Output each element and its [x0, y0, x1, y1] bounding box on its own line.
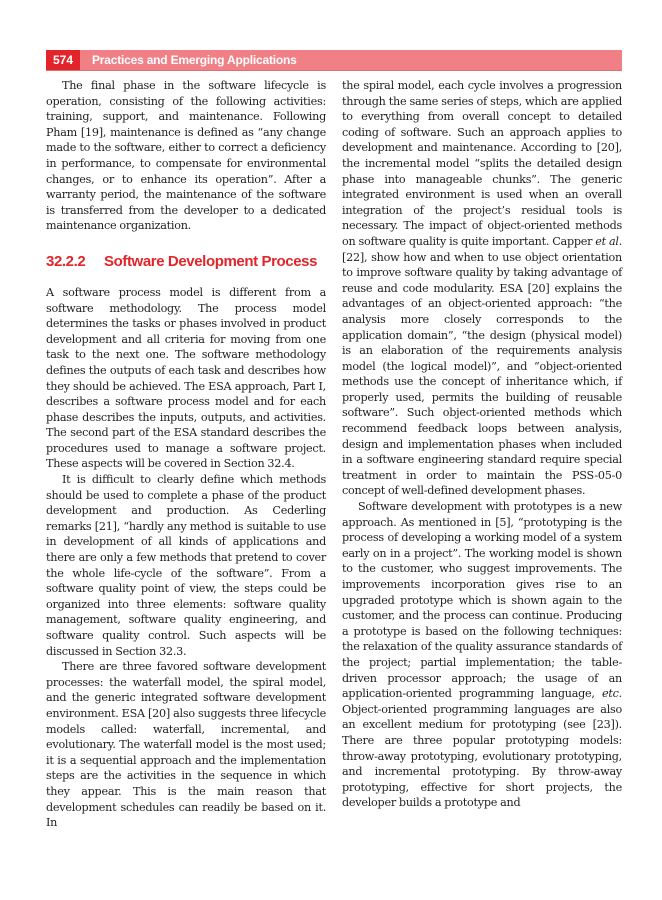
text-run: Object-oriented programming languages are also an excellent medium for prototyping (see [23]). There are three popular prototyping models: throw-away prototyping, evolutionary prototyping, and incremental prototyping. By throw-away prototyping, effective for short projects, the developer builds a prototype and — [342, 702, 622, 810]
text-run: the spiral model, each cycle involves a progression through the same series of steps, which are applied to everything from overall concept to detailed coding of software. Such an approach applies to development and maintenance. According to [20], the incremental model “splits the detailed design phase into manageable chunks”. The generic integrated environment is used when an overall integration of the project’s residual tools is necessary. The impact of object-oriented methods on software quality is quite important. Capper — [342, 79, 622, 248]
section-number: 32.2.2 — [46, 252, 86, 270]
paragraph-process-model: A software process model is different from a software methodology. The process model determines the tasks or phases involved in product development and all criteria for moving from one task to the next one. The software methodology defines the outputs of each task and describes how they should be achieved. The ESA approach, Part I, describes a software process model and for each phase describes the inputs, outputs, and activities. The second part of the ESA standard describes the procedures used to manage a software project. These aspects will be covered in Section 32.4. — [46, 285, 326, 471]
running-title: Practices and Emerging Applications — [92, 53, 297, 67]
page-number: 574 — [46, 50, 80, 70]
text-run: [22], show how and when to use object orientation to improve software quality by taking advantage of reuse and code modularity. ESA [20] explains the advantages of an object-oriented approach: “the analysis more closely corresponds to the application domain”, “the design (physical model) is an elaboration of the requirements analysis model (the logical model)”, and “object-oriented methods use the concept of inheritance which, if properly used, permits the building of reusable software”. Such object-oriented methods which recommend feedback loops between analysis, design and implementation phases when included in a software engineering standard require special treatment in order to maintain the PSS-05-0 concept of well-defined development phases. — [342, 250, 622, 498]
section-title: Software Development Process — [104, 252, 318, 270]
italic-text: etc. — [602, 687, 622, 701]
paragraph-development-processes: There are three favored software development processes: the waterfall model, the spiral model, and the generic integrated software development environment. ESA [20] also suggests three lifecycle models called: waterfall, incremental, and evolutionary. The waterfall model is the most used; it is a sequential approach and the implementation steps are the activities in the sequence in which they appear. This is the main reason that development schedules can readily be based on it. In — [46, 660, 326, 830]
paragraph-spiral-model — [342, 78, 622, 499]
italic-text: et al. — [595, 234, 623, 248]
right-column — [342, 78, 622, 811]
paragraph-methods: It is difficult to clearly define which methods should be used to complete a phase of the product development and production. As Cederling remarks [21], “hardly any method is suitable to use in development of all kinds of applications and there are only a few methods that pretend to cover the whole life-cycle of the software”. From a software quality point of view, the steps could be organized into three elements: software quality management, software quality engineering, and software quality control. Such aspects will be discussed in Section 32.3. — [46, 473, 326, 658]
paragraph-prototypes — [342, 499, 622, 811]
paragraph-lifecycle-operation: The final phase in the software lifecycle is operation, consisting of the following activities: training, support, and maintenance. Following Pham [19], maintenance is defined as “any change made to the software, either to correct a deficiency in performance, to compensate for environmental changes, or to enhance its operation”. After a warranty period, the maintenance of the software is transferred from the developer to a dedicated maintenance organization. — [46, 79, 326, 233]
running-header — [46, 50, 622, 71]
section-heading — [46, 252, 326, 272]
text-run: Software development with prototypes is a new approach. As mentioned in [5], “prototyping is the process of developing a working model of a system early on in a project”. The working model is shown to the customer, who suggest improvements. The improvements incorporation gives rise to an upgraded prototype which is shown again to the customer, and the process can continue. Producing a prototype is based on the following techniques: the relaxation of the quality assurance standards of the project; partial implementation; the table-driven processor approach; the usage of an application-oriented programming language, — [342, 500, 622, 701]
left-column — [46, 78, 326, 831]
